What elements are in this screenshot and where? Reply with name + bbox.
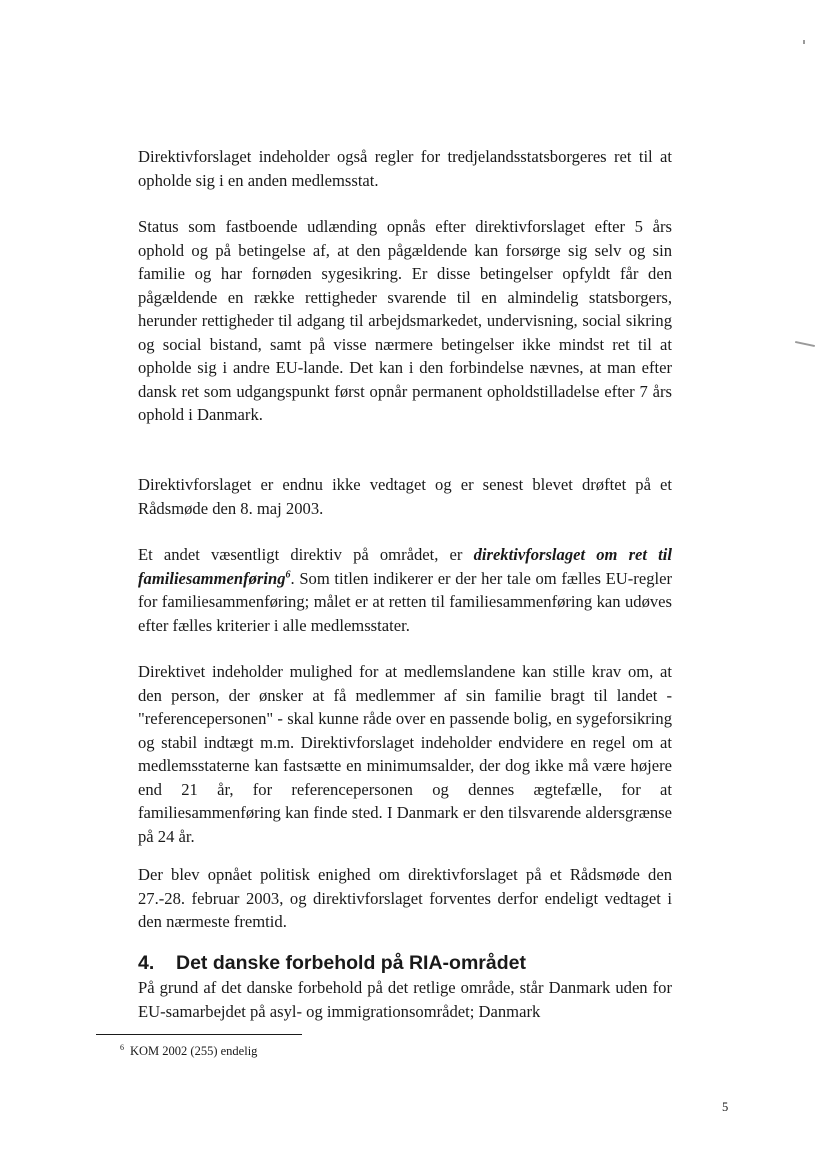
section-title: Det danske forbehold på RIA-området [176,952,526,974]
paragraph-text-after: . Som titlen indikerer er der her tale om fælles EU-regler for familiesammenføring; målet er at retten til familiesammenføring kan udøves efter fælles kriterier i alle medlemsstater. [138,568,672,635]
section-number: 4. [138,952,155,974]
paragraph-text: Direktivet indeholder mulighed for at medlemslandene kan stille krav om, at den person, der ønsker at få medlemmer af sin familie bragt til landet - "referencepersonen" - skal kunne råde over en passende bolig, en sygeforsikring og stabil indtægt m.m. Direktivforslaget indeholder endvidere en regel om at medlemsstaterne kan fastsætte en minimumsalder, der dog ikke må være højere end 21 år, for referencepersonen og dennes ægtefælle, for at familiesammenføring kan finde sted. I Danmark er den tilsvarende aldersgrænse på 24 år. [138,662,672,846]
paragraph-text: Der blev opnået politisk enighed om direktivforslaget på et Rådsmøde den 27.-28. februar 2003, og direktivforslaget forventes derfor endeligt vedtaget i den nærmeste fremtid. [138,865,672,931]
paragraph-family-reunification-directive [138,543,672,637]
paragraph-long-term-resident-status [138,215,672,427]
footnote-reference[interactable]: 6 [285,568,291,580]
directive-title-emphasis: direktivforslaget om ret til familiesammenføring [138,545,672,588]
footnote-marker: 6 [120,1042,124,1052]
paragraph-reference-person [138,660,672,848]
footnote [120,1043,257,1059]
paragraph-text: Direktivforslaget er endnu ikke vedtaget og er senest blevet drøftet på et Rådsmøde den 8. maj 2003. [138,475,672,518]
paragraph-text: Status som fastboende udlænding opnås efter direktivforslaget efter 5 års ophold og på betingelse af, at den pågældende kan forsørge sig selv og sin familie og har fornøden sygesikring. Er disse betingelser opfyldt får den pågældende en række rettigheder svarende til en almindelig statsborgers, herunder rettigheder til adgang til arbejdsmarkedet, undervisning, social sikring og social bistand, samt på visse nærmere betingelser ikke mindst ret til at opholde sig i andre EU-lande. Det kan i den forbindelse nævnes, at man efter dansk ret som udgangspunkt først opnår permanent opholdstilladelse efter 7 års ophold i Danmark. [138,217,672,424]
paragraph-third-country-nationals [138,145,672,192]
paragraph-danish-opt-out [138,976,672,1023]
paragraph-text: Direktivforslaget indeholder også regler for tredjelandsstatsborgeres ret til at opholde sig i en anden medlemsstat. [138,147,672,190]
page-number: 5 [722,1100,729,1114]
paragraph-political-agreement [138,863,672,934]
paragraph-text: På grund af det danske forbehold på det retlige område, står Danmark uden for EU-samarbejdet på asyl- og immigrationsområdet; Danmark [138,978,672,1021]
paragraph-text-before: Et andet væsentligt direktiv på området, er [138,545,474,564]
footnote-text: KOM 2002 (255) endelig [130,1044,258,1058]
scan-artifact [803,40,805,44]
paragraph-directive-status [138,473,672,520]
section-heading [138,951,526,975]
scan-artifact [795,341,815,347]
footnote-divider [96,1034,302,1035]
